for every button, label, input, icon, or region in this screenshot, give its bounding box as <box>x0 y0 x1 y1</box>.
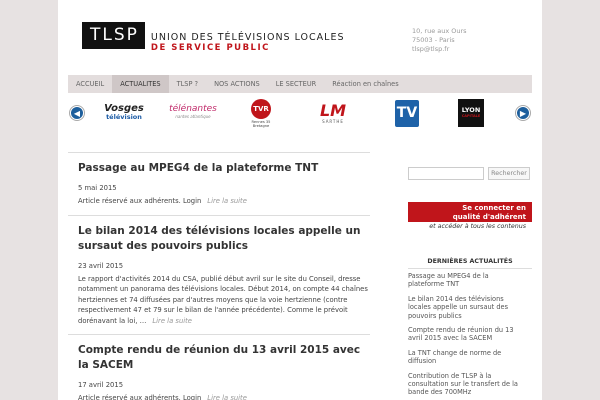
read-more-link[interactable]: Lire la suite <box>152 316 192 325</box>
article-excerpt-text: Le rapport d'activités 2014 du CSA, publié début avril sur le site du Conseil, dresse notamment un panorama des télévisions locales. Début 2014, on compte 44 chaînes hertziennes et 74 diffusées par d'autres moyens que la voie hertzienne (contre respectivement 47 et 79 sur le bilan de l'année précédente). Comme le prévoit dorénavant la loi, … <box>78 274 368 325</box>
lm-name: LM <box>319 100 347 120</box>
nav-item-nos-actions[interactable]: NOS ACTIONS <box>214 80 260 88</box>
tvr-disc: TVR <box>251 99 271 119</box>
latest-news-link[interactable]: La TNT change de norme de diffusion <box>408 348 502 366</box>
logo-line-1: UNION DES TÉLÉVISIONS LOCALES <box>150 32 345 43</box>
latest-news-list <box>408 272 526 400</box>
latest-news-link[interactable]: Le bilan 2014 des télévisions locales appelle un sursaut des pouvoirs publics <box>408 294 509 320</box>
address-city: 75003 - Paris <box>412 36 455 44</box>
latest-news-link[interactable]: Passage au MPEG4 de la plateforme TNT <box>408 272 489 289</box>
article-title[interactable]: Passage au MPEG4 de la plateforme TNT <box>78 162 319 174</box>
channel-logo-tvr[interactable] <box>247 96 275 130</box>
site-logo[interactable] <box>82 22 345 54</box>
search-input[interactable] <box>408 167 484 180</box>
channel-logo-vosges[interactable] <box>98 96 150 130</box>
login-subtitle: et accéder à tous les contenus <box>429 223 526 230</box>
vosges-sub: télévision <box>106 113 142 121</box>
lyon-name: LYON <box>461 106 481 114</box>
logo-text <box>151 22 345 54</box>
article-excerpt-text: Article réservé aux adhérents. Login <box>78 394 202 400</box>
tv-box: TV <box>395 100 419 127</box>
vosges-name: Vosges <box>104 103 144 114</box>
address-email: tlsp@tlsp.fr <box>412 45 450 53</box>
page <box>58 0 542 400</box>
article-excerpt <box>78 393 370 400</box>
article-date: 23 avril 2015 <box>78 261 124 270</box>
channel-logo-telenantes[interactable] <box>168 96 218 130</box>
telenantes-sub: nantes atlantique <box>175 114 211 119</box>
address-street: 10, rue aux Ours <box>412 27 467 35</box>
arrow-left-icon[interactable]: ◀ <box>70 106 84 120</box>
contact-address <box>412 27 467 54</box>
latest-news-link[interactable]: Compte rendu de réunion du 13 avril 2015 avec la SACEM <box>408 326 514 343</box>
login-line-2: qualité d'adhérent <box>452 213 526 221</box>
article-title[interactable]: Le bilan 2014 des télévisions locales appelle un sursaut des pouvoirs publics <box>78 224 361 252</box>
article-item <box>68 334 370 400</box>
article-excerpt-text: Article réservé aux adhérents. Login <box>78 197 202 205</box>
vosges-logo-text <box>104 104 144 122</box>
logo-mark: TLSP <box>82 22 145 49</box>
lyon-sub: CAPITALE <box>461 114 481 118</box>
logo-line-2: DE SERVICE PUBLIC <box>150 43 270 53</box>
article-list <box>68 152 370 400</box>
article-date: 5 mai 2015 <box>78 184 117 192</box>
member-login-button[interactable] <box>408 202 532 222</box>
latest-news-heading: DERNIÈRES ACTUALITÉS <box>408 258 532 269</box>
nav-item-accueil[interactable]: ACCUEIL <box>76 80 105 88</box>
nav-item-reaction-en-chaines[interactable]: Réaction en chaînes <box>332 80 399 88</box>
telenantes-logo-text <box>169 105 217 121</box>
article-item <box>68 152 370 207</box>
read-more-link[interactable]: Lire la suite <box>207 197 247 205</box>
nav-item-tlsp[interactable]: TLSP ? <box>176 80 199 88</box>
nav-item-actualites[interactable]: ACTUALITES <box>112 75 168 93</box>
channel-logo-tv[interactable] <box>387 96 427 130</box>
lm-sub: SARTHE <box>322 118 344 124</box>
read-more-link[interactable]: Lire la suite <box>207 394 247 400</box>
article-excerpt <box>78 196 370 207</box>
main-nav <box>68 75 532 93</box>
tvr-sub: Rennes 35 Bretagne <box>251 119 271 128</box>
article-title[interactable]: Compte rendu de réunion du 13 avril 2015 avec la SACEM <box>78 344 361 371</box>
nav-item-le-secteur[interactable]: LE SECTEUR <box>275 80 317 88</box>
arrow-right-icon[interactable]: ▶ <box>516 106 530 120</box>
login-line-1: Se connecter en <box>462 204 526 212</box>
channel-logo-lyon-capitale[interactable] <box>457 96 485 130</box>
article-date: 17 avril 2015 <box>78 381 124 389</box>
channel-carousel <box>68 96 532 132</box>
article-excerpt <box>78 274 370 327</box>
article-item <box>68 215 370 327</box>
telenantes-name: télénantes <box>169 104 217 114</box>
lyon-box <box>458 99 484 127</box>
channel-logo-lm-sarthe[interactable] <box>311 96 355 130</box>
latest-news-link[interactable]: Contribution de TLSP à la consultation sur le transfert de la bande des 700MHz <box>408 371 518 397</box>
search-button[interactable]: Rechercher <box>488 167 530 180</box>
